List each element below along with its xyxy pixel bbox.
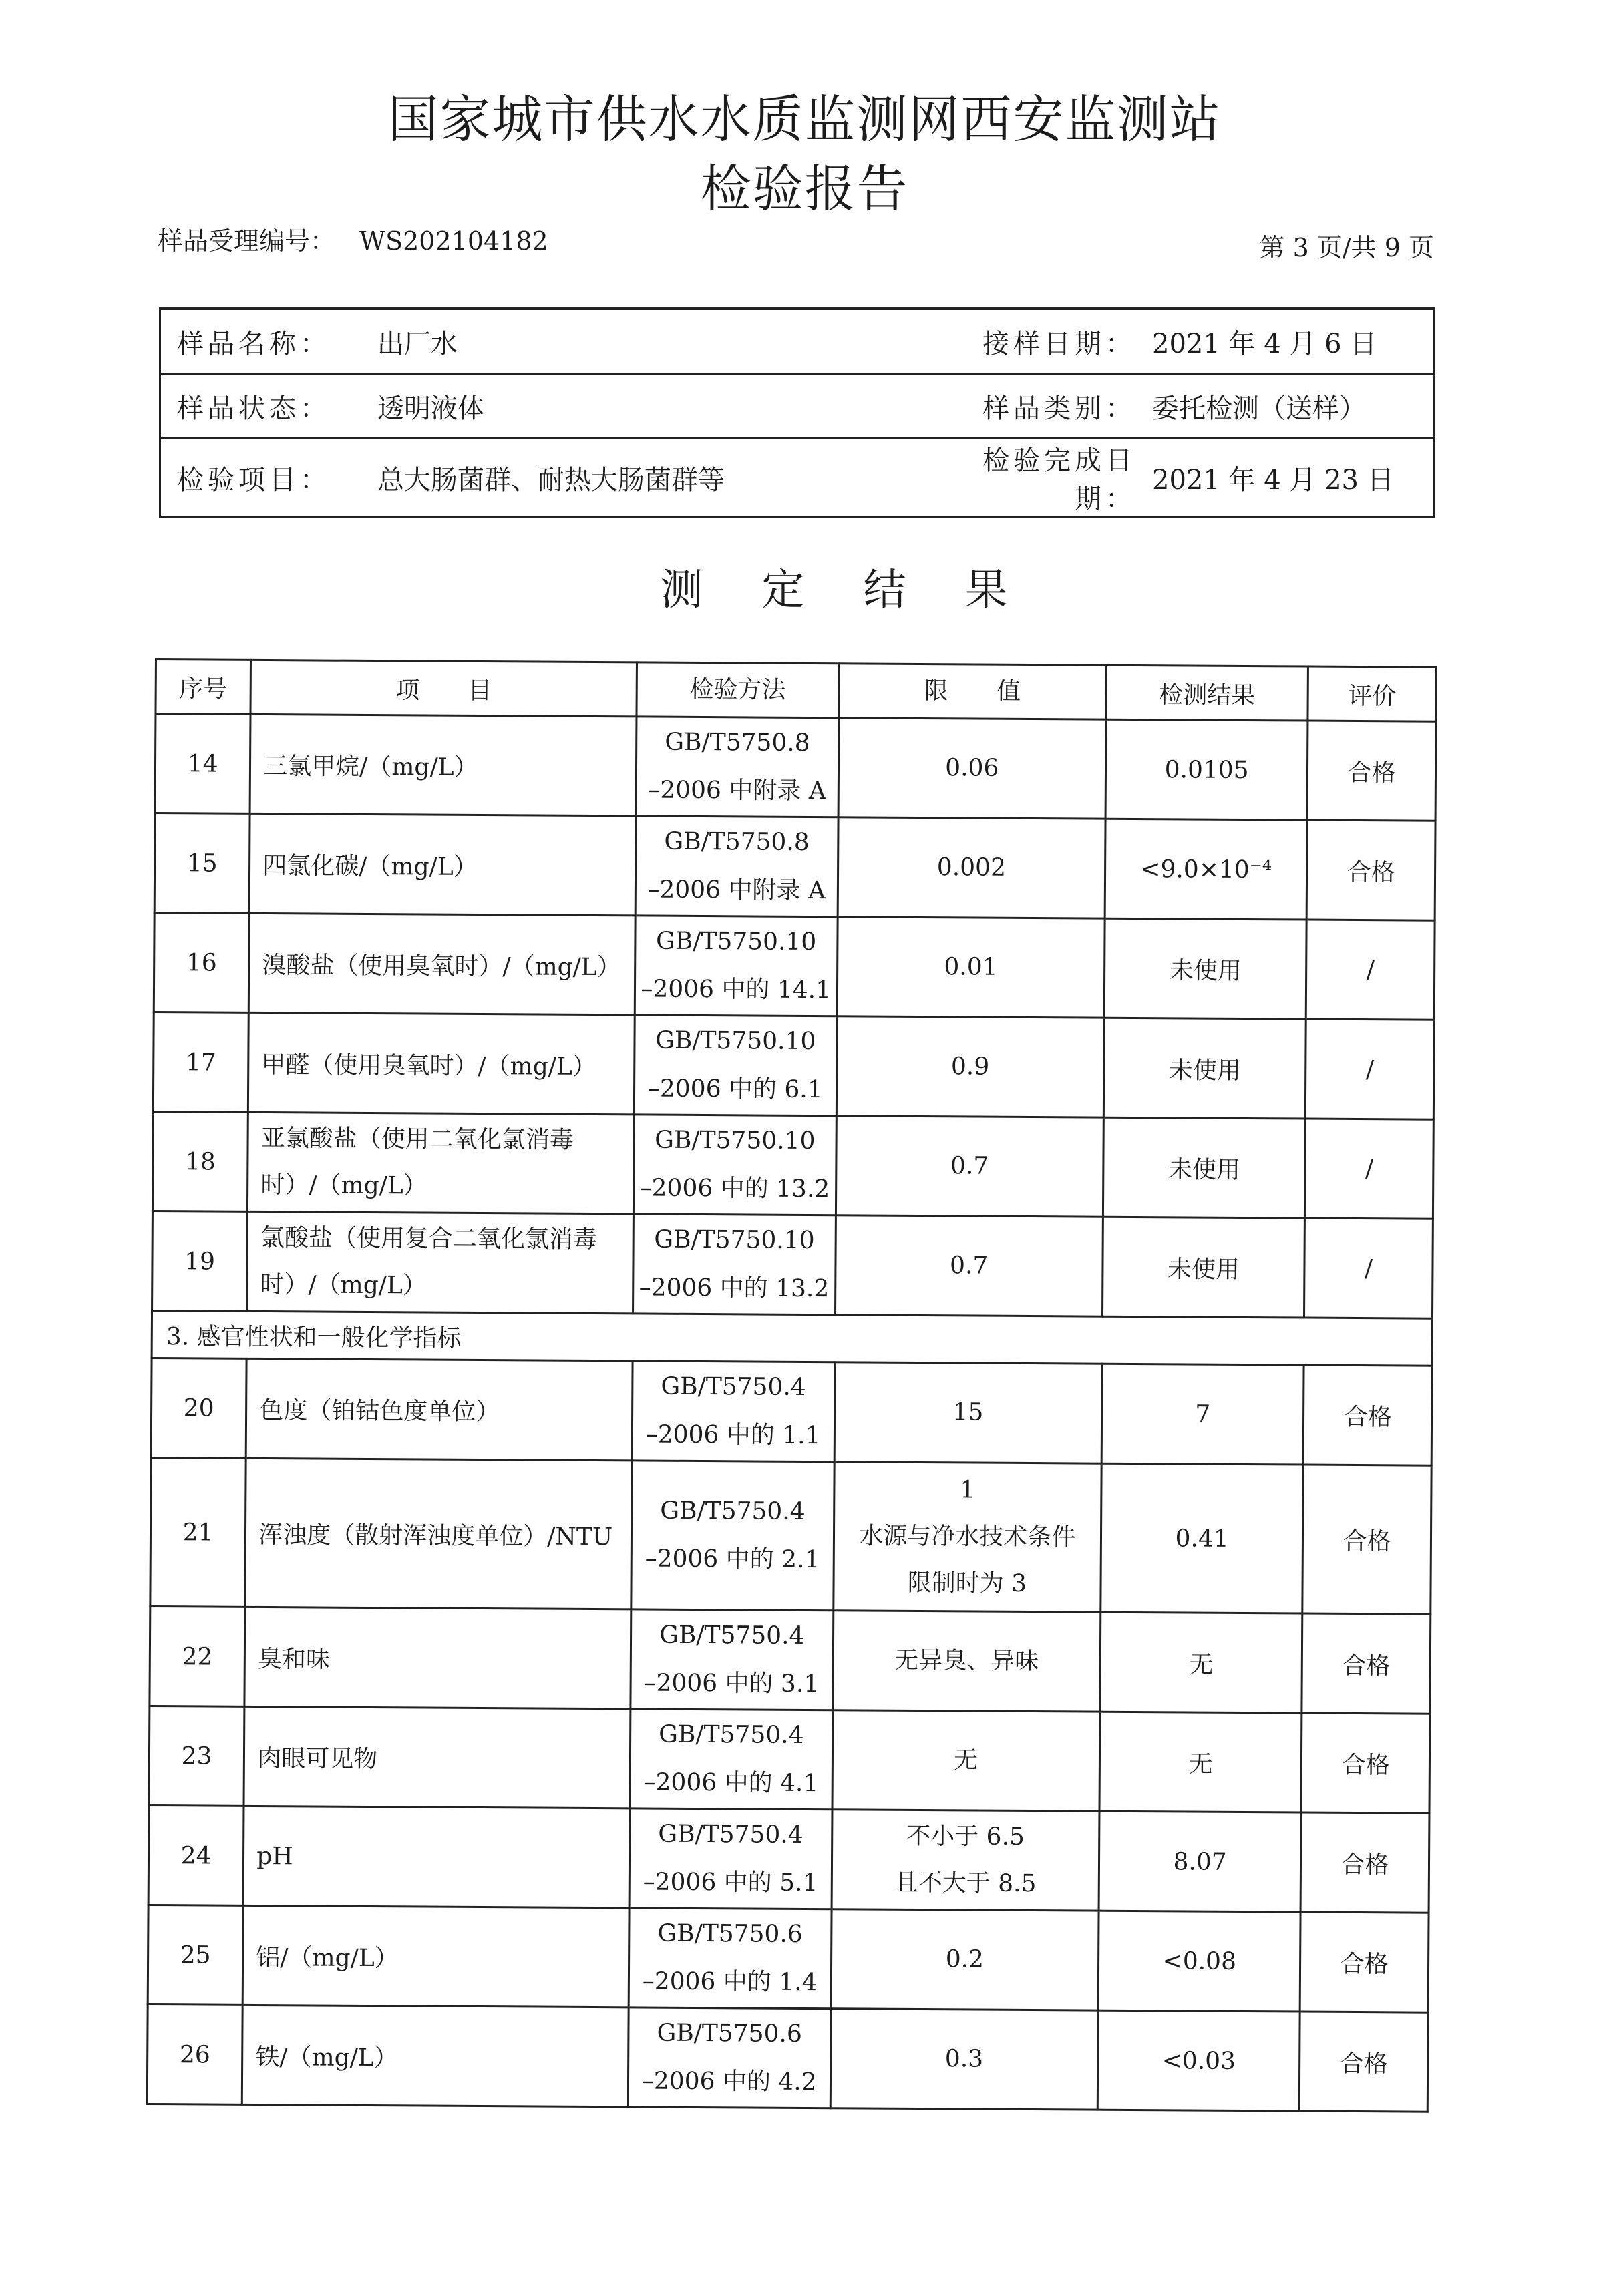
limit-text: 无异臭、异味	[894, 1646, 1039, 1676]
cell-result: 7	[1101, 1364, 1304, 1465]
method-text: –2006 中的 4.2	[641, 2067, 817, 2096]
info-row	[160, 309, 1434, 374]
info-value: 出厂水	[371, 309, 942, 374]
method-text: GB/T5750.8	[664, 827, 810, 856]
cell-method	[629, 1908, 831, 2009]
cell-eval: 合格	[1300, 1812, 1429, 1913]
results-title: 测定结果	[660, 566, 1067, 615]
cell-no: 18	[152, 1111, 248, 1211]
item-text: 铁/（mg/L）	[255, 2043, 398, 2072]
table-row	[147, 2004, 1428, 2112]
cell-method	[636, 717, 838, 817]
cell-no: 23	[149, 1706, 244, 1806]
item-text: 时）/（mg/L）	[260, 1171, 427, 1200]
cell-method	[629, 1808, 832, 1909]
cell-result: <0.03	[1097, 2010, 1300, 2111]
info-label: 检验项目：	[160, 439, 371, 518]
cell-result: 未使用	[1103, 1018, 1306, 1119]
info-label: 接样日期：	[942, 309, 1140, 374]
cell-no: 21	[150, 1457, 246, 1607]
info-row	[160, 374, 1434, 439]
cell-no: 22	[150, 1606, 245, 1706]
cell-method	[635, 916, 837, 1016]
item-text: 肉眼可见物	[257, 1744, 378, 1773]
method-text: –2006 中的 5.1	[643, 1868, 818, 1897]
item-text: 四氯化碳/（mg/L）	[262, 851, 478, 881]
method-text: –2006 中附录 A	[648, 776, 826, 805]
org-title: 国家城市供水水质监测网西安监测站	[387, 89, 1222, 149]
cell-limit	[832, 1810, 1099, 1911]
cell-item	[244, 1607, 631, 1709]
cell-item	[244, 1706, 631, 1808]
cell-limit	[835, 1215, 1103, 1316]
cell-eval: /	[1306, 1019, 1435, 1119]
cell-item	[245, 1458, 632, 1609]
method-text: –2006 中的 1.1	[645, 1420, 821, 1450]
header-eval: 评价	[1308, 666, 1436, 721]
method-text: –2006 中附录 A	[647, 876, 826, 905]
limit-text: 0.7	[950, 1152, 989, 1180]
cell-method	[635, 816, 838, 917]
method-text: –2006 中的 14.1	[641, 975, 832, 1004]
limit-text: 1	[960, 1476, 976, 1504]
info-value: 2021 年 4 月 23 日	[1140, 439, 1434, 518]
info-label: 样品类别：	[942, 374, 1140, 439]
method-text: –2006 中的 13.2	[639, 1174, 830, 1203]
info-value: 总大肠菌群、耐热大肠菌群等	[371, 439, 942, 518]
table-row	[152, 1211, 1433, 1318]
cell-item	[243, 1806, 630, 1908]
cell-limit	[838, 718, 1106, 819]
cell-no: 20	[151, 1358, 246, 1458]
cell-item	[247, 1211, 634, 1314]
cell-no: 15	[154, 813, 250, 914]
table-row	[154, 913, 1435, 1020]
section-row	[152, 1310, 1432, 1366]
method-text: –2006 中的 13.2	[639, 1274, 830, 1303]
info-label: 检验完成日期：	[942, 439, 1140, 518]
cell-no: 26	[147, 2004, 242, 2104]
cell-limit	[832, 1710, 1099, 1811]
cell-limit	[832, 1611, 1100, 1712]
cell-result: 无	[1099, 1712, 1302, 1812]
report-title: 检验报告	[700, 159, 909, 218]
limit-text: 0.7	[950, 1252, 989, 1280]
item-text: 亚氯酸盐（使用二氧化氯消毒	[260, 1124, 574, 1154]
cell-item	[248, 913, 635, 1015]
limit-text: 0.06	[945, 754, 999, 782]
header-item: 项 目	[250, 660, 637, 717]
cell-item	[242, 2005, 629, 2107]
item-text: 铝/（mg/L）	[256, 1943, 399, 1972]
cell-limit	[831, 1909, 1099, 2010]
item-text: 浑浊度（散射浑浊度单位）/NTU	[258, 1521, 613, 1551]
limit-text: 且不大于 8.5	[894, 1869, 1037, 1898]
cell-item	[246, 1358, 633, 1461]
cell-limit	[836, 1016, 1104, 1117]
cell-item	[248, 1112, 635, 1214]
method-text: –2006 中的 3.1	[644, 1669, 820, 1698]
cell-limit	[838, 817, 1105, 918]
cell-result: <9.0×10⁻⁴	[1105, 819, 1307, 920]
limit-text: 0.9	[950, 1053, 990, 1081]
cell-method	[631, 1609, 833, 1710]
cell-eval: /	[1304, 1218, 1433, 1318]
item-text: 三氯甲烷/（mg/L）	[263, 752, 478, 781]
table-row	[150, 1606, 1431, 1714]
cell-eval: 合格	[1306, 820, 1435, 920]
info-row	[160, 439, 1434, 518]
method-text: GB/T5750.10	[655, 1126, 816, 1155]
item-text: 氯酸盐（使用复合二氧化氯消毒	[260, 1223, 598, 1254]
method-text: GB/T5750.10	[655, 1026, 816, 1056]
item-text: 甲醛（使用臭氧时）/（mg/L）	[261, 1050, 596, 1081]
method-text: GB/T5750.8	[665, 728, 810, 757]
limit-text: 限制时为 3	[907, 1569, 1027, 1597]
cell-limit	[830, 2009, 1098, 2110]
method-text: –2006 中的 6.1	[647, 1075, 823, 1104]
cell-item	[248, 1012, 635, 1115]
cell-result: 未使用	[1104, 918, 1306, 1019]
table-row	[152, 1111, 1433, 1219]
table-row	[154, 813, 1435, 921]
method-text: GB/T5750.4	[661, 1372, 806, 1401]
cell-method	[633, 1214, 836, 1315]
table-header-row	[156, 660, 1436, 722]
cell-eval: 合格	[1299, 2012, 1428, 2112]
cell-no: 24	[148, 1805, 244, 1905]
cell-result: 未使用	[1103, 1117, 1306, 1218]
limit-text: 0.01	[944, 953, 998, 981]
limit-text: 15	[952, 1398, 984, 1426]
cell-no: 14	[155, 714, 250, 814]
cell-eval: 合格	[1307, 721, 1436, 821]
cell-limit	[833, 1462, 1101, 1612]
info-value: 2021 年 4 月 6 日	[1140, 309, 1434, 374]
accept-number-line	[158, 220, 548, 257]
header-result: 检测结果	[1106, 665, 1308, 721]
method-text: GB/T5750.6	[657, 2019, 802, 2048]
limit-text: 不小于 6.5	[906, 1822, 1025, 1851]
info-label: 样品状态：	[160, 374, 371, 439]
item-text: 臭和味	[257, 1645, 331, 1674]
method-text: GB/T5750.4	[659, 1720, 804, 1749]
method-text: GB/T5750.6	[657, 1919, 803, 1948]
table-row	[150, 1457, 1431, 1614]
page-indicator: 第 3 页/共 9 页	[1259, 233, 1434, 262]
cell-no: 19	[152, 1211, 248, 1311]
cell-eval: 合格	[1303, 1365, 1432, 1465]
info-value: 透明液体	[371, 374, 942, 439]
method-text: GB/T5750.4	[660, 1497, 806, 1525]
accept-number: WS202104182	[359, 226, 548, 256]
cell-eval: /	[1305, 1119, 1434, 1219]
header-limit: 限 值	[838, 664, 1106, 719]
table-row	[155, 714, 1436, 821]
limit-text: 0.3	[944, 2045, 984, 2073]
accept-label: 样品受理编号：	[158, 226, 336, 256]
limit-text: 0.2	[945, 1945, 985, 1973]
cell-method	[630, 1709, 832, 1810]
method-text: –2006 中的 4.1	[643, 1768, 819, 1798]
sample-info-table	[159, 307, 1435, 518]
cell-result: <0.08	[1098, 1911, 1300, 2012]
cell-eval: 合格	[1300, 1912, 1429, 2012]
header-no: 序号	[156, 660, 251, 715]
header-method: 检验方法	[637, 662, 839, 718]
section-label: 3. 感官性状和一般化学指标	[152, 1310, 1432, 1366]
cell-result: 无	[1100, 1612, 1302, 1713]
cell-result: 8.07	[1099, 1811, 1301, 1912]
info-value: 委托检测（送样）	[1140, 374, 1434, 439]
method-text: GB/T5750.10	[655, 927, 817, 956]
cell-no: 16	[154, 913, 249, 1013]
cell-method	[633, 1115, 836, 1215]
limit-text: 0.002	[936, 853, 1007, 882]
item-text: 色度（铂钴色度单位）	[259, 1396, 500, 1426]
item-text: 时）/（mg/L）	[260, 1270, 427, 1300]
item-text: 溴酸盐（使用臭氧时）/（mg/L）	[262, 951, 621, 981]
cell-eval: /	[1306, 920, 1435, 1020]
cell-no: 25	[148, 1905, 243, 2005]
cell-method	[628, 2007, 830, 2108]
table-row	[151, 1358, 1432, 1465]
cell-method	[631, 1461, 834, 1611]
table-row	[153, 1012, 1434, 1119]
limit-text: 无	[954, 1746, 978, 1774]
info-label: 样品名称：	[160, 309, 371, 374]
cell-eval: 合格	[1301, 1713, 1430, 1813]
method-text: GB/T5750.10	[654, 1225, 815, 1255]
cell-limit	[834, 1362, 1102, 1463]
method-text: GB/T5750.4	[658, 1820, 803, 1849]
item-text: pH	[256, 1842, 293, 1870]
cell-item	[250, 714, 637, 816]
cell-method	[634, 1015, 836, 1116]
cell-item	[249, 813, 636, 916]
cell-result: 0.0105	[1105, 719, 1308, 820]
cell-limit	[837, 917, 1105, 1018]
cell-eval: 合格	[1302, 1465, 1431, 1614]
table-row	[148, 1805, 1429, 1913]
cell-no: 17	[153, 1012, 248, 1112]
cell-result: 未使用	[1103, 1217, 1305, 1318]
method-text: –2006 中的 2.1	[645, 1545, 820, 1574]
results-table	[146, 658, 1437, 2113]
limit-text: 水源与净水技术条件	[859, 1522, 1076, 1551]
table-row	[148, 1905, 1429, 2012]
cell-method	[632, 1361, 834, 1462]
cell-item	[242, 1905, 629, 2007]
table-row	[149, 1706, 1430, 1813]
method-text: GB/T5750.4	[659, 1621, 805, 1650]
cell-result: 0.41	[1101, 1463, 1303, 1613]
cell-limit	[836, 1116, 1103, 1217]
method-text: –2006 中的 1.4	[642, 1967, 818, 1997]
cell-eval: 合格	[1302, 1613, 1431, 1714]
